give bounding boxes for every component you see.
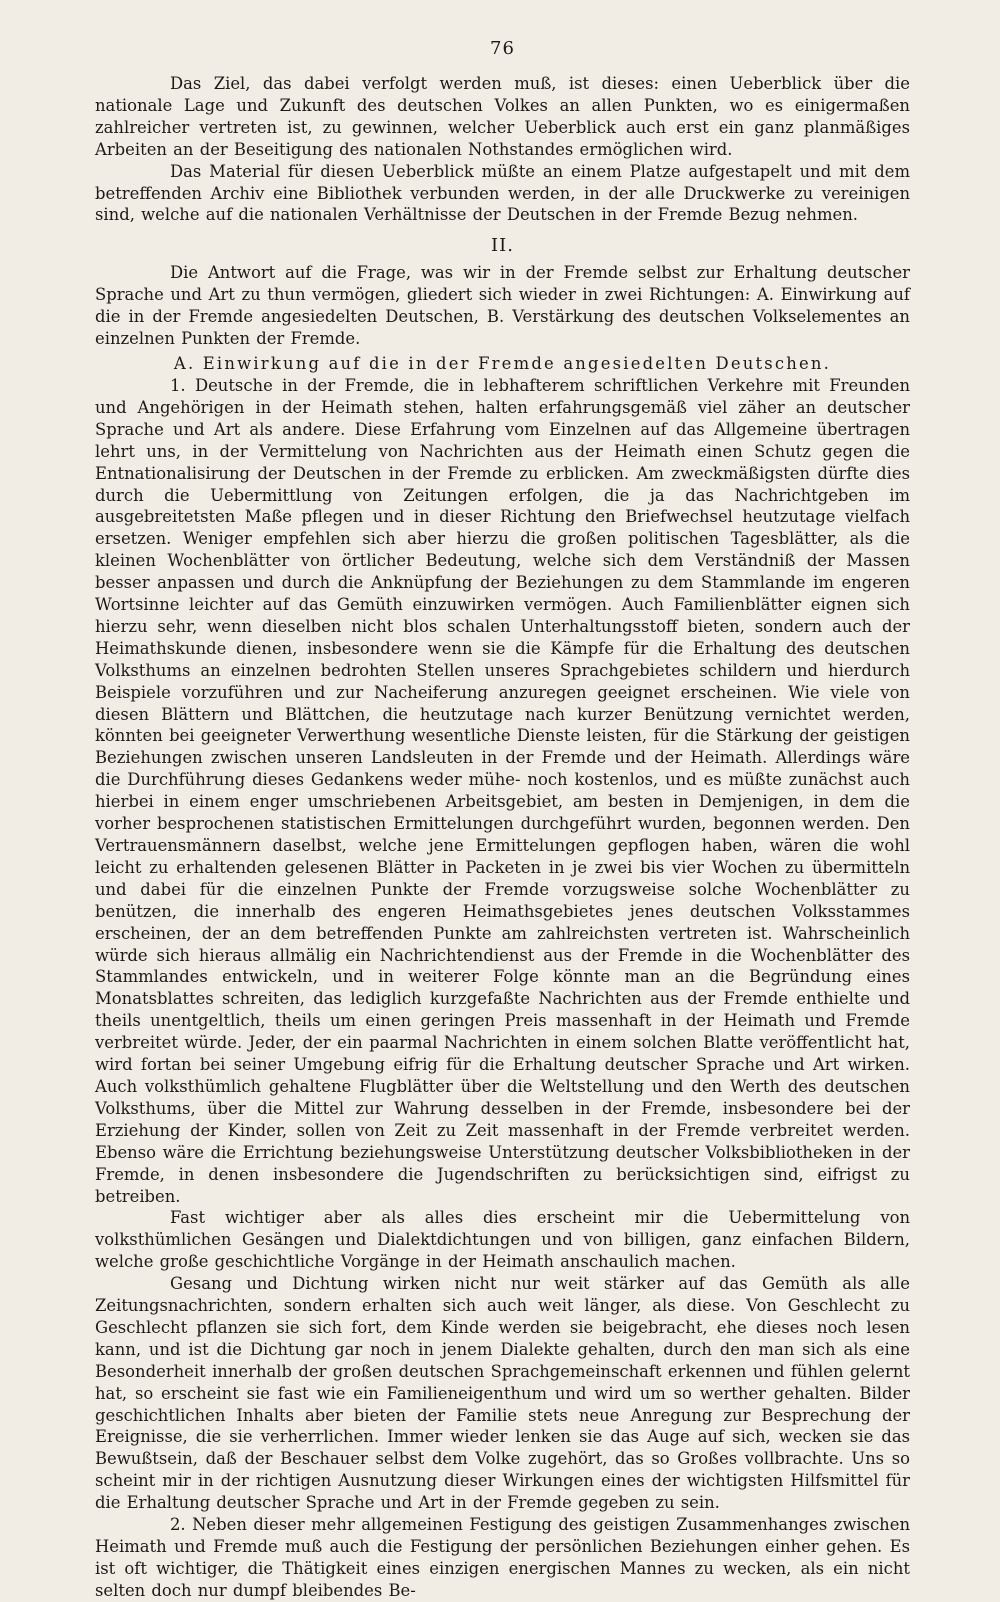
paragraph-song-poetry: Gesang und Dichtung wirken nicht nur weit stärker auf das Gemüth als alle Zeitungsnachrichten, sondern erhalten sich auch weit länger, als diese. Von Geschlecht zu Geschlecht pflanzen sie sich fort, dem Kinde werden sie beigebracht, ehe dieses noch lesen kann, und ist die Dichtung gar noch in jenem Dialekte gehalten, durch den man sich als eine Besonderheit innerhalb der großen deutschen Sprachgemeinschaft erkennen und fühlen gelernt hat, so erscheint sie fast wie ein Familieneigenthum und wird um so werther gehalten. Bilder geschichtlichen Inhalts aber bieten der Familie stets neue Anregung zur Besprechung der Ereignisse, die sie verherrlichen. Immer wieder lenken sie das Auge auf sich, wecken sie das Bewußtsein, daß der Beschauer selbst dem Volke zugehört, das so Großes vollbrachte. Uns so scheint mir in der richtigen Ausnutzung dieser Wirkungen eines der wichtigsten Hilfsmittel für die Erhaltung deutscher Sprache und Art in der Fremde gegeben zu sein. (95, 1274, 910, 1513)
page-number: 76 (490, 38, 515, 59)
section-heading: II. (491, 235, 514, 257)
paragraph-point-2: 2. Neben dieser mehr allgemeinen Festigung des geistigen Zusammenhanges zwischen Heimath und Fremde muß auch die Festigung der persönlichen Beziehungen einher gehen. Es ist oft wichtiger, die Thätigkeit eines einzigen energischen Mannes zu wecken, als ein nicht selten doch nur dumpf bleibendes Be- (95, 1515, 910, 1600)
paragraph-material: Das Material für diesen Ueberblick müßte an einem Platze aufgestapelt und mit dem betreffenden Archiv eine Bibliothek verbunden werden, in der alle Druckwerke zu vereinigen sind, welche auf die nationalen Verhältnisse der Deutschen in der Fremde Bezug nehmen. (95, 161, 910, 225)
paragraph-section-intro: Die Antwort auf die Frage, was wir in der Fremde selbst zur Erhaltung deutscher Sprache und Art zu thun vermögen, gliedert sich wieder in zwei Richtungen: A. Einwirkung auf die in der Fremde angesiedelten Deutschen, B. Verstärkung des deutschen Volkselementes an einzelnen Punkten der Fremde. (95, 263, 910, 349)
paragraph-songs: Fast wichtiger aber als alles dies erscheint mir die Uebermittelung von volksthümlichen Gesängen und Dialektdichtungen und von billigen, ganz einfachen Bildern, welche große geschichtliche Vorgänge in der Heimath anschaulich machen. (95, 1208, 910, 1272)
subsection-heading: A. Einwirkung auf die in der Fremde angesiedelten Deutschen. (173, 353, 832, 373)
paragraph-point-1: 1. Deutsche in der Fremde, die in lebhafterem schriftlichen Verkehre mit Freunden und Angehörigen in der Heimath stehen, halten erfahrungsgemäß viel zäher an deutscher Sprache und Art als andere. Diese Erfahrung vom Einzelnen auf das Allgemeine übertragen lehrt uns, in der Vermittelung von Nachrichten aus der Heimath einen Schutz gegen die Entnationalisirung der Deutschen in der Fremde zu erblicken. Am zweckmäßigsten dürfte dies durch die Uebermittlung von Zeitungen erfolgen, die ja das Nachrichtgeben im ausgebreitetsten Maße pflegen und in dieser Richtung den Briefwechsel heutzutage vielfach ersetzen. Weniger empfehlen sich aber hierzu die großen politischen Tagesblätter, als die kleinen Wochenblätter von örtlicher Bedeutung, welche sich dem Verständniß der Massen besser anpassen und durch die Anknüpfung der Beziehungen zu dem Stammlande im engeren Wortsinne leichter auf das Gemüth einzuwirken vermögen. Auch Familienblätter eignen sich hierzu sehr, wenn dieselben nicht blos schalen Unterhaltungsstoff bieten, sondern auch der Heimathskunde dienen, insbesondere wenn sie die Kämpfe für die Erhaltung des deutschen Volksthums an einzelnen bedrohten Stellen unseres Sprachgebietes schildern und hierdurch Beispiele vorzuführen und zur Nacheiferung anzuregen geeignet erscheinen. Wie viele von diesen Blättern und Blättchen, die heutzutage nach kurzer Benützung vernichtet werden, könnten bei geeigneter Verwerthung wesentliche Dienste leisten, für die Stärkung der geistigen Beziehungen zwischen unseren Landsleuten in der Fremde und der Heimath. Allerdings wäre die Durchführung dieses Gedankens weder mühe- noch kostenlos, und es müßte zunächst auch hierbei in einem enger umschriebenen Arbeitsgebiet, am besten in Demjenigen, in dem die vorher besprochenen statistischen Ermittelungen durchgeführt wurden, begonnen werden. Den Vertrauensmännern daselbst, welche jene Ermittelungen gepflogen haben, wären die wohl leicht zu erhaltenden gelesenen Blätter in Packeten in je zwei bis vier Wochen zu übermitteln und dabei für die einzelnen Punkte der Fremde vorzugsweise solche Wochenblätter zu benützen, die innerhalb des engeren Heimathsgebietes jenes deutschen Volksstammes erscheinen, der an dem betreffenden Punkte am zahlreichsten vertreten ist. Wahrscheinlich würde sich hieraus allmälig ein Nachrichtendienst aus der Fremde in die Wochenblätter des Stammlandes entwickeln, und in weiterer Folge könnte man an die Begründung eines Monatsblattes schreiten, das lediglich kurzgefaßte Nachrichten aus der Fremde enthielte und theils unentgeltlich, theils um einen geringen Preis massenhaft in der Heimath und Fremde verbreitet würde. Jeder, der ein paarmal Nachrichten in einem solchen Blatte veröffentlicht hat, wird fortan bei seiner Umgebung eifrig für die Erhaltung deutscher Sprache und Art wirken. Auch volksthümlich gehaltene Flugblätter über die Weltstellung und den Werth des deutschen Volksthums, über die Mittel zur Wahrung desselben in der Fremde, insbesondere bei der Erziehung der Kinder, sollen von Zeit zu Zeit massenhaft in der Fremde verbreitet werden. Ebenso wäre die Errichtung beziehungsweise Unterstützung deutscher Volksbibliotheken in der Fremde, in denen insbesondere die Jugendschriften zu berücksichtigen sind, eifrigst zu betreiben. (95, 375, 910, 1206)
paragraph-goal: Das Ziel, das dabei verfolgt werden muß, ist dieses: einen Ueberblick über die nationale Lage und Zukunft des deutschen Volkes an allen Punkten, wo es einigermaßen zahlreicher vertreten ist, zu gewinnen, welcher Ueberblick auch erst ein ganz planmäßiges Arbeiten an der Beseitigung des nationalen Nothstandes ermöglichen wird. (95, 74, 910, 159)
